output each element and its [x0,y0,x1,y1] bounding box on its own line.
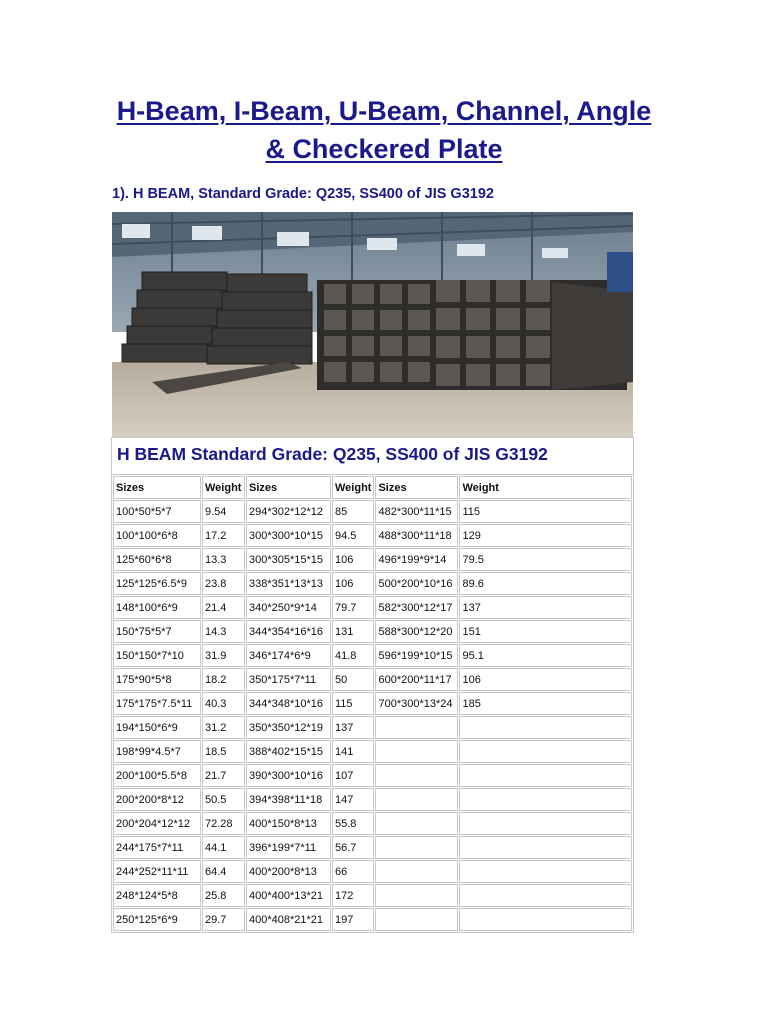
cell-weight-b: 66 [332,860,374,883]
header-weight-1: Weight [202,476,245,499]
cell-size-c [375,788,458,811]
cell-size-a: 200*200*8*12 [113,788,201,811]
cell-weight-c [459,908,632,931]
cell-weight-c [459,812,632,835]
cell-size-a: 198*99*4.5*7 [113,740,201,763]
cell-weight-a: 40.3 [202,692,245,715]
cell-size-c [375,836,458,859]
cell-weight-c: 185 [459,692,632,715]
table-row [113,788,632,811]
cell-size-c [375,908,458,931]
cell-weight-b: 41.8 [332,644,374,667]
table-row [113,524,632,547]
cell-weight-b: 50 [332,668,374,691]
cell-size-c [375,740,458,763]
table-row [113,740,632,763]
cell-weight-b: 107 [332,764,374,787]
cell-size-a: 200*204*12*12 [113,812,201,835]
cell-size-a: 194*150*6*9 [113,716,201,739]
cell-weight-a: 18.5 [202,740,245,763]
cell-weight-a: 29.7 [202,908,245,931]
cell-size-c: 596*199*10*15 [375,644,458,667]
table-row [113,644,632,667]
cell-size-b: 338*351*13*13 [246,572,331,595]
cell-size-a: 244*175*7*11 [113,836,201,859]
cell-size-c: 488*300*11*18 [375,524,458,547]
section-heading: 1). H BEAM, Standard Grade: Q235, SS400 of JIS G3192 [112,186,494,202]
cell-size-a: 100*50*5*7 [113,500,201,523]
cell-weight-c: 79.5 [459,548,632,571]
cell-size-a: 248*124*5*8 [113,884,201,907]
cell-weight-b: 197 [332,908,374,931]
cell-weight-b: 94.5 [332,524,374,547]
table-row [113,572,632,595]
title-line-1: H-Beam, I-Beam, U-Beam, Channel, Angle [116,96,652,126]
table-row [113,716,632,739]
cell-size-c: 482*300*11*15 [375,500,458,523]
cell-weight-a: 64.4 [202,860,245,883]
cell-size-b: 350*175*7*11 [246,668,331,691]
warehouse-steel-beams-photo [112,212,633,440]
cell-size-b: 400*150*8*13 [246,812,331,835]
cell-weight-a: 25.8 [202,884,245,907]
cell-size-b: 300*305*15*15 [246,548,331,571]
cell-size-b: 294*302*12*12 [246,500,331,523]
cell-size-c [375,716,458,739]
cell-weight-a: 21.4 [202,596,245,619]
cell-weight-b: 172 [332,884,374,907]
cell-weight-b: 106 [332,548,374,571]
cell-size-b: 400*200*8*13 [246,860,331,883]
cell-weight-b: 85 [332,500,374,523]
cell-size-a: 125*125*6.5*9 [113,572,201,595]
header-sizes-2: Sizes [246,476,331,499]
cell-size-c: 582*300*12*17 [375,596,458,619]
cell-size-a: 125*60*6*8 [113,548,201,571]
cell-weight-c: 95.1 [459,644,632,667]
cell-weight-c: 151 [459,620,632,643]
cell-weight-a: 18.2 [202,668,245,691]
cell-weight-c [459,860,632,883]
cell-size-a: 100*100*6*8 [113,524,201,547]
cell-size-a: 200*100*5.5*8 [113,764,201,787]
cell-weight-b: 55.8 [332,812,374,835]
cell-size-b: 400*408*21*21 [246,908,331,931]
cell-size-c [375,860,458,883]
cell-weight-c [459,764,632,787]
cell-size-c: 496*199*9*14 [375,548,458,571]
cell-weight-b: 115 [332,692,374,715]
cell-weight-c: 115 [459,500,632,523]
cell-size-b: 340*250*9*14 [246,596,331,619]
cell-size-b: 300*300*10*15 [246,524,331,547]
header-sizes-3: Sizes [375,476,458,499]
cell-weight-c [459,884,632,907]
table-row [113,812,632,835]
cell-size-a: 150*150*7*10 [113,644,201,667]
cell-weight-a: 13.3 [202,548,245,571]
cell-weight-c [459,836,632,859]
cell-size-c: 600*200*11*17 [375,668,458,691]
table-row [113,620,632,643]
cell-weight-c: 106 [459,668,632,691]
cell-size-a: 150*75*5*7 [113,620,201,643]
cell-weight-a: 17.2 [202,524,245,547]
header-weight-3: Weight [459,476,632,499]
table-row [113,548,632,571]
title-line-2: & Checkered Plate [265,134,503,164]
cell-size-c: 500*200*10*16 [375,572,458,595]
cell-weight-b: 141 [332,740,374,763]
cell-weight-a: 21.7 [202,764,245,787]
cell-weight-a: 9.54 [202,500,245,523]
cell-weight-c: 89.6 [459,572,632,595]
cell-size-b: 390*300*10*16 [246,764,331,787]
table-row [113,764,632,787]
cell-size-b: 388*402*15*15 [246,740,331,763]
cell-size-a: 175*90*5*8 [113,668,201,691]
cell-weight-b: 137 [332,716,374,739]
cell-size-a: 250*125*6*9 [113,908,201,931]
cell-size-b: 400*400*13*21 [246,884,331,907]
table-row [113,500,632,523]
cell-weight-a: 14.3 [202,620,245,643]
table-row [113,836,632,859]
table-row [113,884,632,907]
cell-weight-b: 147 [332,788,374,811]
cell-size-c [375,764,458,787]
document-title [0,92,768,168]
cell-weight-b: 106 [332,572,374,595]
cell-weight-a: 72.28 [202,812,245,835]
cell-weight-a: 23.8 [202,572,245,595]
h-beam-size-weight-table [112,475,633,932]
header-weight-2: Weight [332,476,374,499]
table-row [113,860,632,883]
table-row [113,908,632,931]
cell-size-a: 244*252*11*11 [113,860,201,883]
cell-weight-c: 129 [459,524,632,547]
cell-size-a: 148*100*6*9 [113,596,201,619]
cell-size-b: 394*398*11*18 [246,788,331,811]
cell-size-c: 588*300*12*20 [375,620,458,643]
cell-size-b: 346*174*6*9 [246,644,331,667]
cell-weight-b: 79.7 [332,596,374,619]
cell-size-b: 344*354*16*16 [246,620,331,643]
cell-size-b: 344*348*10*16 [246,692,331,715]
cell-weight-a: 31.9 [202,644,245,667]
table-caption: H BEAM Standard Grade: Q235, SS400 of JIS G3192 [112,438,633,475]
cell-weight-b: 131 [332,620,374,643]
table-header-row [113,476,632,499]
cell-size-b: 396*199*7*11 [246,836,331,859]
table-row [113,692,632,715]
cell-weight-a: 50.5 [202,788,245,811]
cell-size-a: 175*175*7.5*11 [113,692,201,715]
header-sizes-1: Sizes [113,476,201,499]
cell-size-c [375,884,458,907]
cell-size-b: 350*350*12*19 [246,716,331,739]
cell-weight-c: 137 [459,596,632,619]
table-row [113,596,632,619]
cell-size-c: 700*300*13*24 [375,692,458,715]
cell-weight-b: 56.7 [332,836,374,859]
h-beam-table [111,437,634,933]
cell-weight-c [459,716,632,739]
cell-weight-a: 44.1 [202,836,245,859]
cell-weight-c [459,740,632,763]
cell-weight-c [459,788,632,811]
table-row [113,668,632,691]
cell-weight-a: 31.2 [202,716,245,739]
cell-size-c [375,812,458,835]
